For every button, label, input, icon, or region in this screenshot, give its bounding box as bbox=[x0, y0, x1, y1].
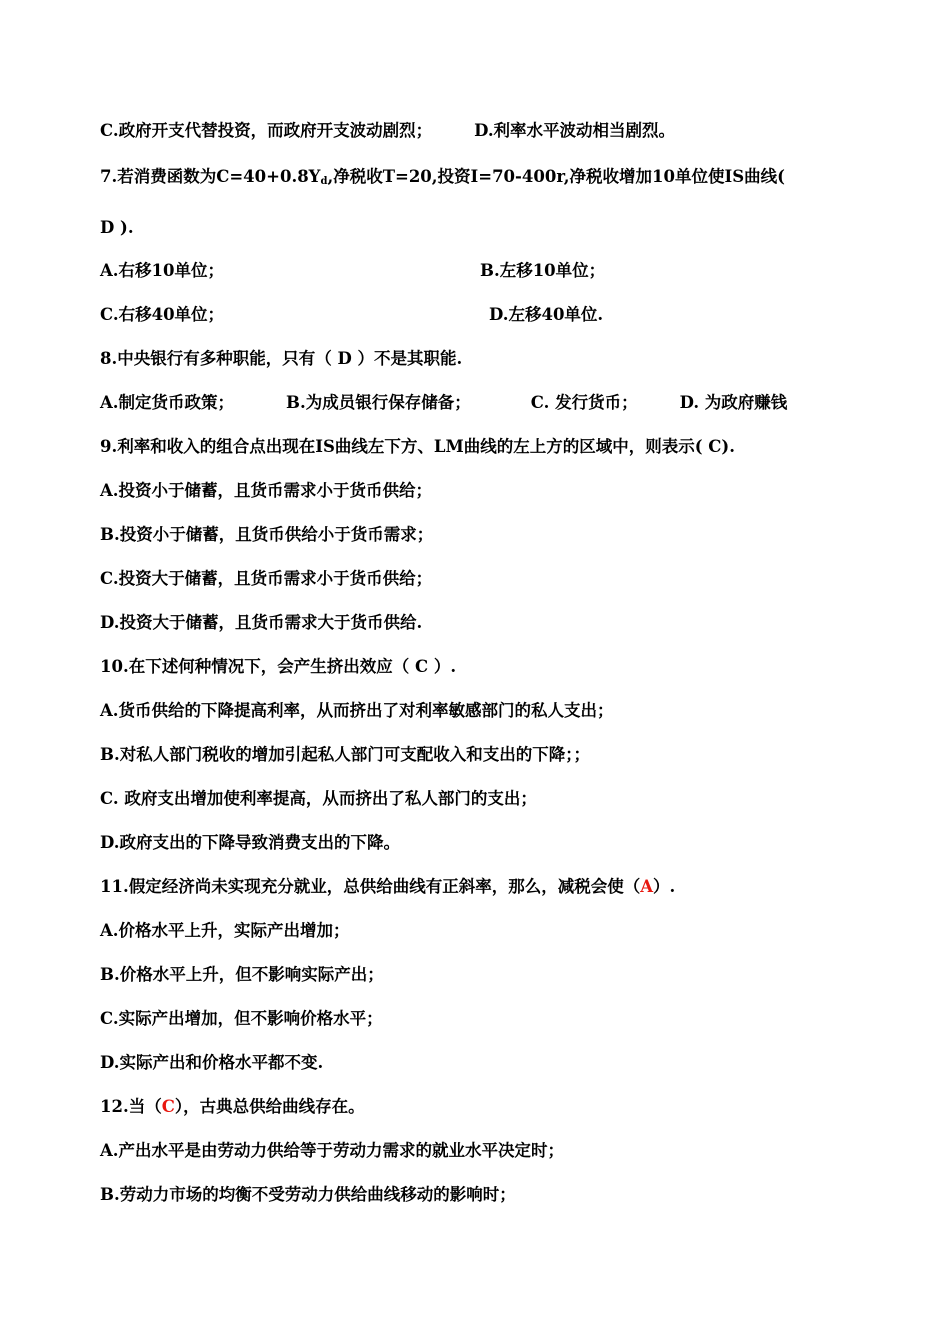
question-8: 8.中央银行有多种职能，只有（ D ）不是其职能. bbox=[100, 349, 463, 368]
option-c: C.政府开支代替投资，而政府开支波动剧烈； bbox=[100, 121, 433, 140]
q12-option-b: B.劳动力市场的均衡不受劳动力供给曲线移动的影响时； bbox=[100, 1185, 516, 1204]
question-7: 7.若消费函数为$C=40+0.8Y_d$,净税收T=20,投资I=70-400r,净税收增加10单位使IS曲线( bbox=[100, 167, 785, 187]
q9-option-b: B.投资小于储蓄，且货币供给小于货币需求； bbox=[100, 525, 434, 544]
q8-options: A.制定货币政策； B.为成员银行保存储备； C. 发行货币； D. 为政府赚钱 bbox=[100, 393, 788, 412]
q10-option-d: D.政府支出的下降导致消费支出的下降。 bbox=[100, 833, 400, 852]
q7-option-b: B.左移10单位； bbox=[480, 261, 606, 280]
q10-option-a: A.货币供给的下降提高利率，从而挤出了对利率敏感部门的私人支出； bbox=[100, 701, 614, 720]
q7-option-c: C.右移40单位； bbox=[100, 305, 225, 324]
q9-option-c: C.投资大于储蓄，且货币需求小于货币供给； bbox=[100, 569, 433, 588]
question-9: 9.利率和收入的组合点出现在IS曲线左下方、LM曲线的左上方的区域中，则表示( C). bbox=[100, 437, 735, 456]
q9-option-d: D.投资大于储蓄，且货币需求大于货币供给. bbox=[100, 613, 423, 632]
q11-option-d: D.实际产出和价格水平都不变. bbox=[100, 1053, 324, 1072]
q7-option-d: D.左移40单位. bbox=[489, 305, 604, 324]
question-7-answer: D ). bbox=[100, 218, 134, 237]
q10-option-b: B.对私人部门税收的增加引起私人部门可支配收入和支出的下降；； bbox=[100, 745, 590, 764]
answer-mark: A bbox=[640, 877, 654, 896]
q11-option-a: A.价格水平上升，实际产出增加； bbox=[100, 921, 350, 940]
question-10: 10.在下述何种情况下，会产生挤出效应（ C ）. bbox=[100, 657, 457, 676]
question-12: 12.当（C），古典总供给曲线存在。 bbox=[100, 1097, 365, 1116]
option-d: D.利率水平波动相当剧烈。 bbox=[474, 121, 676, 140]
q12-option-a: A.产出水平是由劳动力供给等于劳动力需求的就业水平决定时； bbox=[100, 1141, 565, 1160]
q11-option-b: B.价格水平上升，但不影响实际产出； bbox=[100, 965, 384, 984]
q9-option-a: A.投资小于储蓄，且货币需求小于货币供给； bbox=[100, 481, 433, 500]
answer-mark: C bbox=[161, 1097, 175, 1116]
q10-option-c: C. 政府支出增加使利率提高，从而挤出了私人部门的支出； bbox=[100, 789, 537, 808]
q7-option-a: A.右移10单位； bbox=[100, 261, 225, 280]
q6-options-cd bbox=[100, 120, 675, 142]
question-11: 11.假定经济尚未实现充分就业，总供给曲线有正斜率，那么，减税会使（A）. bbox=[100, 877, 676, 896]
q11-option-c: C.实际产出增加，但不影响价格水平； bbox=[100, 1009, 383, 1028]
